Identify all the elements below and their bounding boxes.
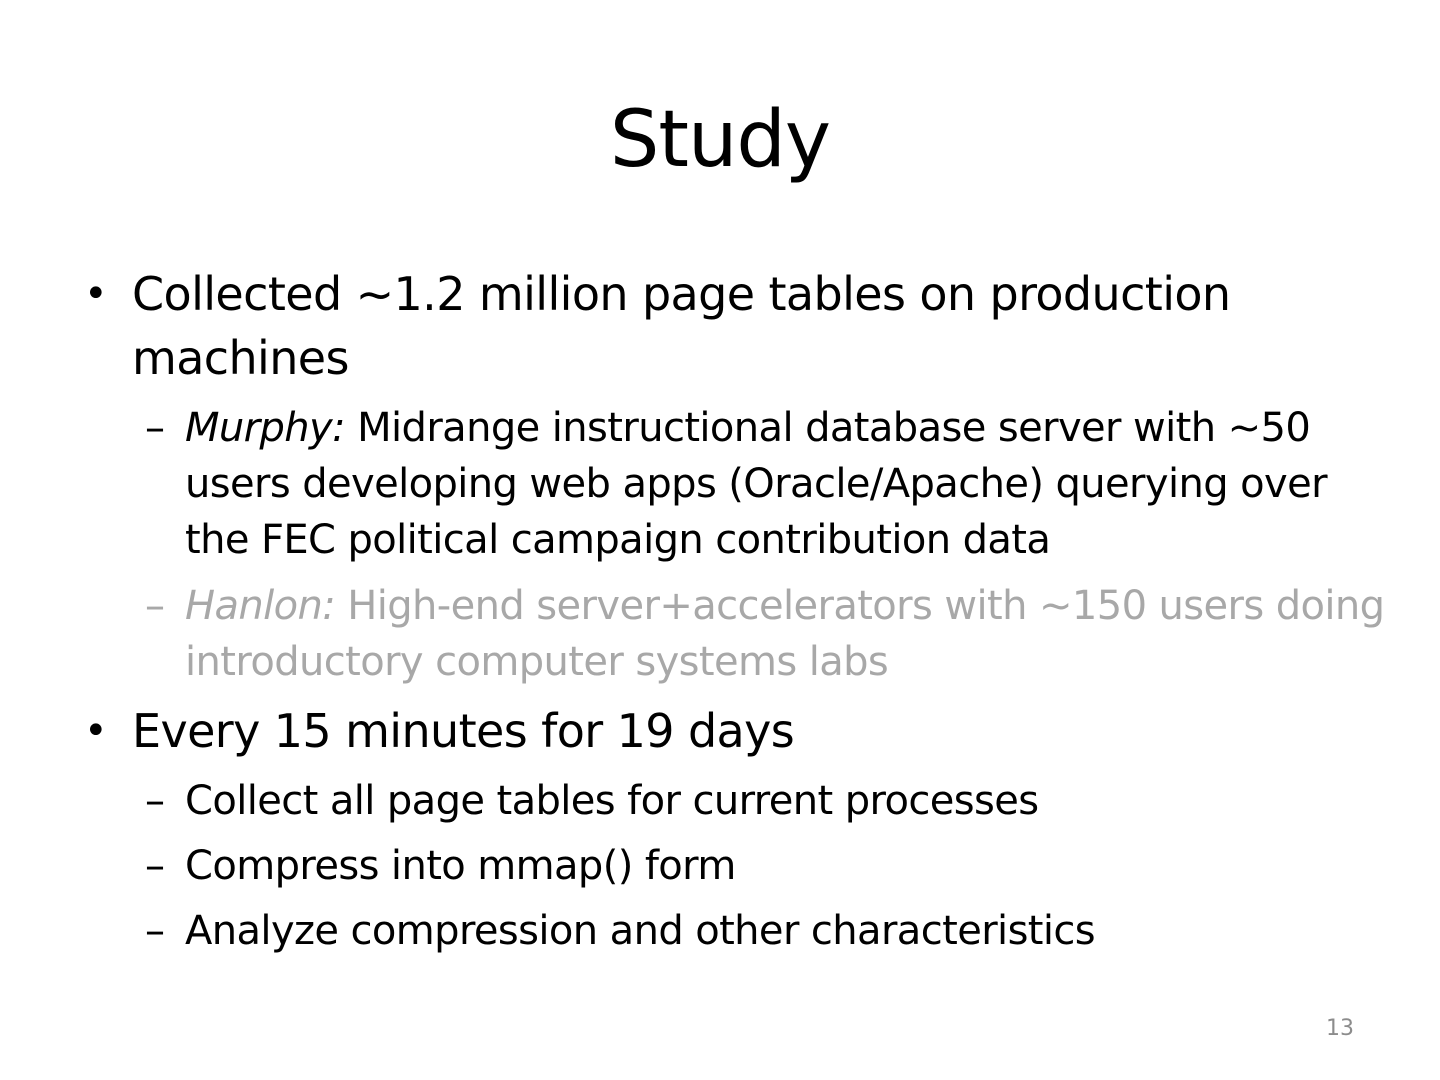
dash-icon: –: [145, 908, 165, 954]
dash-icon: –: [145, 405, 165, 451]
bullet-text: Every 15 minutes for 19 days: [132, 704, 795, 758]
sub-bullet-item: [145, 903, 1385, 959]
sub-bullet-text: Collect all page tables for current processes: [185, 778, 1039, 824]
sub-bullet-item: [145, 400, 1385, 568]
slide-number: 13: [1326, 1016, 1354, 1041]
bullet-icon: •: [84, 271, 107, 317]
sub-bullet-text: Analyze compression and other characteristics: [185, 908, 1096, 954]
server-name: Murphy:: [185, 405, 345, 451]
sub-bullet-item: [145, 838, 1385, 894]
slide-title: Study: [609, 95, 831, 185]
server-name: Hanlon:: [185, 583, 336, 629]
sub-bullet-text: Compress into mmap() form: [185, 843, 736, 889]
sub-bullet-item: [145, 773, 1385, 829]
bullet-icon: •: [84, 708, 107, 754]
sub-bullet-text: High-end server+accelerators with ~150 users doing introductory computer systems labs: [185, 583, 1385, 685]
sub-bullet-item: [145, 578, 1385, 690]
dash-icon: –: [145, 843, 165, 889]
bullet-item: [84, 699, 1372, 763]
sub-bullet-text: Midrange instructional database server with ~50 users developing web apps (Oracle/Apache) querying over the FEC political campaign contribution data: [185, 405, 1327, 563]
dash-icon: –: [145, 583, 165, 629]
bullet-text: Collected ~1.2 million page tables on production machines: [132, 267, 1231, 385]
bullet-item: [84, 262, 1372, 390]
dash-icon: –: [145, 778, 165, 824]
